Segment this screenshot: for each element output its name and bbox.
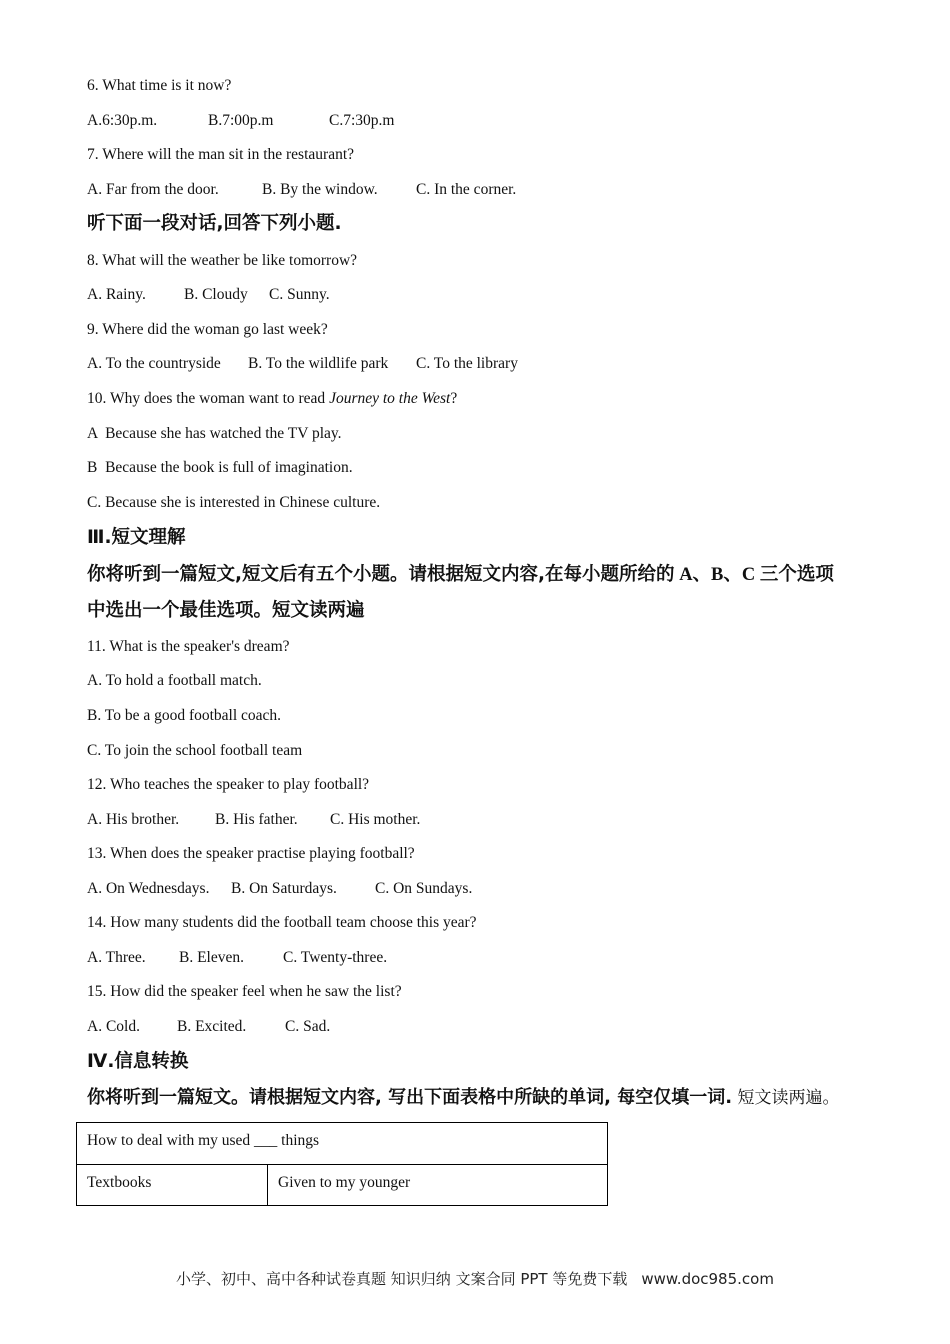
table-cell-textbooks: Textbooks [87, 1174, 152, 1191]
q14-option-b: B. Eleven. [179, 949, 244, 966]
q13-option-a: A. On Wednesdays. [87, 880, 210, 897]
question-7: 7. Where will the man sit in the restaurant? [87, 146, 355, 163]
q13-option-c: C. On Sundays. [375, 880, 473, 897]
question-12: 12. Who teaches the speaker to play football? [87, 776, 370, 793]
q14-option-c: C. Twenty-three. [283, 949, 388, 966]
q10-prefix: 10. Why does the woman want to read [87, 390, 330, 407]
q15-option-b: B. Excited. [177, 1018, 247, 1035]
q7-option-a: A. Far from the door. [87, 181, 219, 198]
q7-option-b: B. By the window. [262, 181, 378, 198]
question-14: 14. How many students did the football team choose this year? [87, 914, 477, 931]
q11-option-c: C. To join the school football team [87, 742, 303, 759]
question-15: 15. How did the speaker feel when he saw the list? [87, 983, 402, 1000]
footer [0, 1268, 950, 1289]
dialog-instruction: 听下面一段对话,回答下列小题. [87, 213, 342, 234]
q10-book-title: Journey to the West [329, 390, 451, 407]
section-4-title: Ⅳ.信息转换 [87, 1051, 189, 1072]
q9-option-a: A. To the countryside [87, 355, 221, 372]
q10-option-c: C. Because she is interested in Chinese culture. [87, 494, 381, 511]
q12-option-c: C. His mother. [330, 811, 421, 828]
q10-option-a: A Because she has watched the TV play. [87, 425, 342, 442]
q12-option-a: A. His brother. [87, 811, 180, 828]
question-9: 9. Where did the woman go last week? [87, 321, 328, 338]
q15-option-a: A. Cold. [87, 1018, 140, 1035]
question-13: 13. When does the speaker practise playing football? [87, 845, 415, 862]
section-3-instruction-1b: A、B、C [674, 565, 760, 585]
table-divider [267, 1165, 268, 1205]
q12-option-b: B. His father. [215, 811, 298, 828]
q6-option-c: C.7:30p.m [329, 112, 395, 129]
q9-option-c: C. To the library [416, 355, 518, 372]
section-3-instruction-2: 中选出一个最佳选项。短文读两遍 [87, 600, 365, 621]
question-11: 11. What is the speaker's dream? [87, 638, 290, 655]
q8-option-c: C. Sunny. [269, 286, 330, 303]
q11-option-b: B. To be a good football coach. [87, 707, 282, 724]
q10-suffix: ? [450, 390, 458, 407]
q10-option-b: B Because the book is full of imagination. [87, 459, 353, 476]
section-4-instruction-main: 你将听到一篇短文。请根据短文内容, 写出下面表格中所缺的单词, 每空仅填一词. [87, 1087, 733, 1108]
q7-option-c: C. In the corner. [416, 181, 517, 198]
section-3-instruction-1 [87, 563, 834, 587]
q6-option-a: A.6:30p.m. [87, 112, 158, 129]
table-cell-given: Given to my younger [278, 1174, 411, 1191]
section-3-instruction-1a: 你将听到一篇短文,短文后有五个小题。请根据短文内容,在每小题所给的 [87, 564, 675, 585]
question-10 [87, 389, 457, 409]
q13-option-b: B. On Saturdays. [231, 880, 337, 897]
footer-text: 小学、初中、高中各种试卷真题 知识归纳 文案合同 PPT 等免费下载 [176, 1270, 628, 1288]
section-3-instruction-1c: 三个选项 [759, 564, 834, 585]
section-4-instruction-tail: 短文读两遍。 [732, 1088, 840, 1108]
q15-option-c: C. Sad. [285, 1018, 331, 1035]
section-3-title: Ⅲ.短文理解 [87, 527, 186, 548]
question-8: 8. What will the weather be like tomorrow? [87, 252, 358, 269]
footer-url[interactable]: www.doc985.com [641, 1270, 774, 1288]
q11-option-a: A. To hold a football match. [87, 672, 262, 689]
q6-option-b: B.7:00p.m [208, 112, 274, 129]
section-4-instruction [87, 1086, 839, 1110]
q9-option-b: B. To the wildlife park [248, 355, 389, 372]
info-table [76, 1122, 608, 1206]
q8-option-a: A. Rainy. [87, 286, 146, 303]
table-header-row [77, 1123, 607, 1165]
table-header-cell: How to deal with my used ___ things [87, 1132, 320, 1149]
question-6: 6. What time is it now? [87, 77, 232, 94]
q8-option-b: B. Cloudy [184, 286, 248, 303]
q14-option-a: A. Three. [87, 949, 146, 966]
